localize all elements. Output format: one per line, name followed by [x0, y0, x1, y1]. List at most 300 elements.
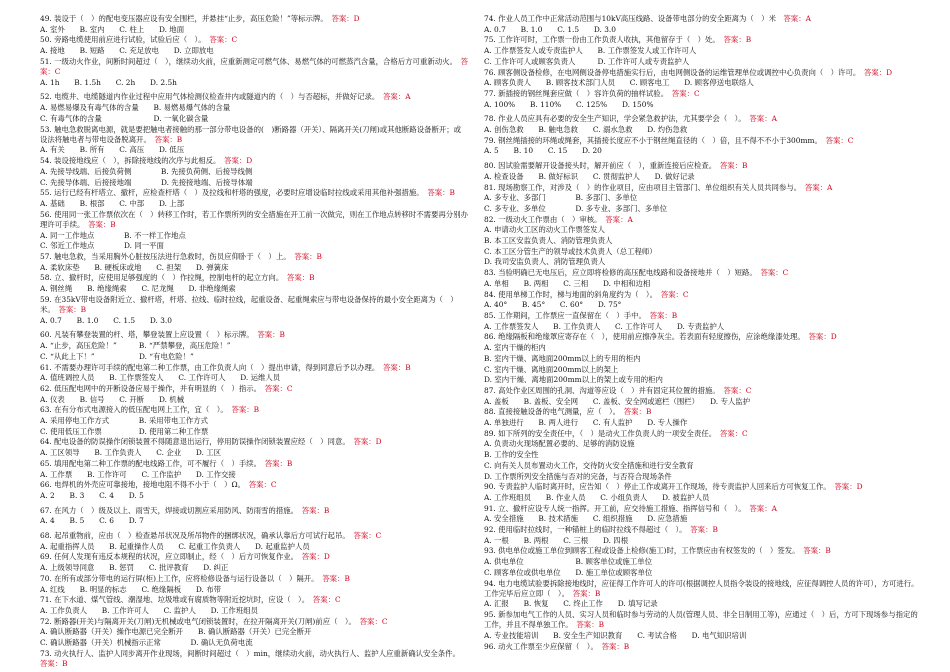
question-line [484, 247, 924, 257]
answer-label: 答案：B [322, 573, 350, 583]
question-text: 76. 顾客侧设备检修，在电网侧设备停电措施实行后，由电网侧设备的运维管理单位或调控中心负责向（ ）许可。 [484, 67, 857, 77]
question-text: 49. 装设于（ ）的配电变压器应设有安全围栏，并悬挂“止步，高压危险！”等标示牌。 [40, 14, 325, 23]
question-line [484, 375, 924, 385]
question-line [40, 231, 468, 241]
spacer-text [565, 589, 572, 598]
question-line [484, 257, 924, 267]
question-line [484, 504, 924, 514]
question-line [484, 439, 924, 449]
spacer-text [818, 136, 825, 145]
question-text: A. 2 B. 3 C. 4 D. 5 [40, 490, 144, 500]
question-line [484, 610, 924, 630]
question-text: 79. 钢丝绳插接的环绳或绳套，其插接长度应不小于钢丝绳直径的（ ）倍，且不得不不小于300mm。 [484, 135, 819, 145]
spacer-text [857, 68, 864, 77]
question-text: C. 多专业、多单位 D. 多专业、多部门、多单位 [484, 203, 668, 213]
question-text: A. 供电单位 B. 顾客单位或施工单位 [484, 557, 652, 567]
question-line [484, 46, 924, 56]
question-line [40, 145, 468, 155]
spacer-text [642, 311, 649, 320]
question-line [40, 273, 468, 283]
question-text: 58. 立、撤杆时，应使用足够强度的（ ）作拉绳，控制电杆的起立方向。 [40, 273, 280, 283]
question-line [40, 617, 468, 627]
question-line [40, 156, 468, 166]
question-line [40, 241, 468, 251]
question-text: 91. 立、撤杆应设专人统一指挥。开工前，应交待施工措施、指挥信号和（ ）。 [484, 503, 742, 513]
question-text: A. 汇报 B. 恢复 C. 终止工作 D. 填写记录 [484, 599, 658, 609]
question-line [40, 352, 468, 362]
question-line [40, 384, 468, 394]
question-text: A. 确认断路器（开关）操作电源已完全断开 B. 确认断路器（开关）已完全断开 [40, 627, 312, 637]
question-text: A. 1h B. 1.5h C. 2h D. 2.5h [40, 77, 177, 87]
question-text: C. 邻近工作地点 D. 同一平面 [40, 241, 164, 251]
question-line [484, 493, 924, 503]
question-line [484, 290, 924, 300]
answer-label: 答案：B [427, 188, 455, 198]
question-text: 85. 工作期间，工作票应一直保留在（ ）手中。 [484, 310, 643, 320]
question-text: 63. 在有分布式电源接入的低压配电网上工作，宜（ ）。 [40, 405, 225, 415]
question-text: 51. 一级动火作业，间断时间超过（ ），继续动火前，应重新测定可燃气体、易燃气体的可燃蒸汽含量，合格后方可重新动火。 [40, 56, 454, 66]
question-text: A. 100% B. 110% C. 125% D. 150% [484, 99, 654, 109]
question-text: 62. 低压配电网中的开断设备应易于操作，并有明显的（ ）指示。 [40, 383, 258, 393]
question-text: A. 上级领导同意 B. 惩罚 C. 批评教育 D. 纠正 [40, 563, 229, 573]
question-line [484, 536, 924, 546]
question-line [484, 78, 924, 88]
answer-label: 答案：C [825, 135, 854, 145]
question-text: A. 0.7 B. 1.0 C. 1.5 D. 3.0 [484, 24, 616, 34]
question-text: 59. 在35kV带电设备附近立、撤杆塔，杆塔、拉线、临时拉线，起重设备、起重绳索应与带电设备保持的最小安全距离为（ ）米。 [40, 294, 458, 314]
question-text: A. “止步，高压危险！” B. “严禁攀登，高压危险！” [40, 341, 231, 351]
question-line [40, 491, 468, 501]
question-text: A. 易燃易爆及有毒气体的含量 B. 易燃易爆气体的含量 [40, 103, 231, 113]
answer-label: 答案：A [749, 114, 777, 124]
question-line [484, 365, 924, 375]
question-text: 57. 触电急救，当采用胸外心脏按压法进行急救时，伤员应仰卧于（ ）上。 [40, 251, 287, 261]
answer-label: 答案：B [294, 251, 322, 261]
question-line [40, 373, 468, 383]
spacer-text [453, 57, 460, 66]
answer-label: 答案：B [264, 458, 293, 468]
question-text: 53. 触电急救脱离电源，就是要把触电者接触的那一部分带电设备的( )断路器（开关）、隔离开关(刀闸)或其他断路设备断开；或设法将触电者与带电设备脱离开。 [40, 124, 462, 144]
question-text: 50. 旁路电缆使用前应进行试验，试验后应（ ）。 [40, 35, 202, 45]
answer-label: 答案：B [803, 546, 831, 556]
question-line [484, 429, 924, 439]
question-line [40, 427, 468, 437]
question-text: A. 工作班组员 B. 作业人员 C. 小组负责人 D. 被监护人员 [484, 492, 710, 502]
question-text: A. 检查设备 B. 做好标识 C. 贯彻监护人 D. 做好记录 [484, 171, 695, 181]
question-text: A. 创伤急救 B. 触电急救 C. 溺水急救 D. 灼伤急救 [484, 125, 688, 135]
question-line [40, 210, 468, 230]
question-line [484, 136, 924, 146]
spacer-text [352, 617, 359, 626]
answer-label: 答案：B [286, 273, 315, 283]
answer-label: 答案：C [660, 289, 689, 299]
question-line [484, 193, 924, 203]
question-text: A. 40° B. 45° C. 60° D. 75° [484, 300, 622, 310]
question-line [40, 316, 468, 326]
question-text: 65. 填用配电第二种工作票的配电线路工作，可不履行（ ）手续。 [40, 458, 258, 468]
question-text: C. 工作许可人或顾客负责人 D. 工作许可人或专责监护人 [484, 56, 690, 66]
answer-label: 答案：B [723, 35, 752, 45]
answer-label: 答案：B [154, 134, 183, 144]
question-line [484, 579, 924, 599]
question-line [40, 649, 468, 669]
spacer-text [257, 459, 264, 468]
question-text: 60. 凡装有攀登装置的杆、塔，攀登装置上应设置（ ）标示牌。 [40, 330, 250, 340]
question-text: 86. 绝缘隔板和绝缘罩应寄存在（ ），使用前应擦净灰尘。若表面有轻度擦伤，应涂绝缘漆处理。 [484, 332, 802, 342]
answer-label: 答案：C [723, 385, 752, 395]
answer-label: 答案：B [88, 219, 116, 229]
question-text: 84. 使用单梯工作时，梯与地面的斜角度约为（ ）。 [484, 289, 654, 299]
question-text: B. 室内干燥、离地面200mm以上的专用的柜内 [484, 353, 641, 363]
question-text: D. 工作票所列安全措施与否对的完备，与否符合现场条件 [484, 471, 672, 481]
spacer-text [653, 290, 660, 299]
answer-label: 答案：B [257, 330, 285, 340]
question-line [40, 295, 468, 315]
question-line [40, 188, 468, 198]
answer-label: 答案：D [863, 67, 893, 77]
question-text: A. 工区领导 B. 工作负责人 C. 企业 D. 工区 [40, 448, 222, 458]
question-line [40, 57, 468, 77]
question-line [484, 236, 924, 246]
question-text: A. 基础 B. 根部 C. 中部 D. 上部 [40, 198, 185, 208]
question-text: A. 安全措施 B. 技术措施 C. 组织措施 D. 应急措施 [484, 514, 688, 524]
answer-label: 答案：B [719, 161, 748, 171]
answer-label: 答案：C [353, 531, 382, 541]
question-text: A. 室内干燥的柜内 [484, 343, 546, 353]
question-line [40, 606, 468, 616]
spacer-text [217, 156, 224, 165]
question-line [40, 542, 468, 552]
question-text: 75. 工作许可时，工作票一份由工作负责人收执，其他留存于（ ）处。 [484, 35, 717, 45]
question-line [484, 322, 924, 332]
question-text: 69. 任何人发现有违反本规程的状况，应立即制止，经（ ）后方可恢复作业。 [40, 552, 295, 562]
question-line [40, 92, 468, 102]
question-line [484, 215, 924, 225]
spacer-text [664, 89, 671, 98]
question-line [40, 470, 468, 480]
question-text: C. 使用低压工作票 D. 使用第二种工作票 [40, 426, 209, 436]
question-line [40, 585, 468, 595]
question-line [40, 506, 468, 516]
question-line [40, 341, 468, 351]
spacer-text [801, 332, 808, 341]
question-line [40, 405, 468, 415]
question-text: 70. 在所有或部分带电的运行屏(柜)上工作，应将检修设备与运行设备以（ ）隔开。 [40, 573, 315, 583]
question-text: A. 盖板 B. 盖板、安全网 C. 盖板、安全网或遮栏（围栏） D. 专人监护 [484, 396, 751, 406]
spacer-text [712, 429, 719, 438]
question-line [484, 482, 924, 492]
question-text: 71. 在下水道、煤气管线、潮湿地、垃圾堆或有腐质物等附近挖坑时，应设（ ）。 [40, 595, 306, 605]
question-line [484, 546, 924, 556]
question-text: 77. 新插接的钢丝绳套应做（ ）容许负荷的抽样试验。 [484, 88, 665, 98]
question-text: A. 单独进行 B. 两人进行 C. 有人监护 D. 专人操作 [484, 418, 688, 428]
spacer-text [257, 384, 264, 393]
question-line [484, 300, 924, 310]
question-text: A. 多专业、多部门 B. 多部门、多单位 [484, 193, 638, 203]
question-text: A. 柔软床垫 B. 硬板床或地 C. 担架 D. 弹簧床 [40, 262, 229, 272]
spacer-text [294, 552, 301, 561]
question-text: 56. 使用同一张工作票依次在（ ）转移工作时，若工作票所列的安全措施在开工前一次做完，则在工作地点转移时不需要再分别办理许可手续。 [40, 209, 468, 229]
question-text: 64. 配电设备的防误操作闭锁装置不得随意退出运行，停用防误操作闭锁装置应经（ ）同意。 [40, 437, 347, 447]
question-text: A. 单相 B. 两相 C. 三相 D. 中相和边相 [484, 278, 651, 288]
question-line [484, 525, 924, 535]
question-line [40, 552, 468, 562]
question-line [40, 448, 468, 458]
question-text: A. 接地 B. 短路 C. 充足放电 D. 立即放电 [40, 46, 214, 56]
question-text: 74. 作业人员工作中正常活动范围与10kV高压线路、设备带电部分的安全距离为（ ）米 [484, 14, 776, 23]
question-text: C. 本工区分管生产的领导或技术负责人（总工程师） [484, 246, 657, 256]
answer-label: 答案：C [359, 616, 388, 626]
answer-label: 答案：C [760, 268, 789, 278]
question-line [484, 268, 924, 278]
question-line [484, 386, 924, 396]
answer-label: 答案：C [719, 428, 748, 438]
question-line [40, 25, 468, 35]
question-line [40, 416, 468, 426]
spacer-text [753, 268, 760, 277]
answer-label: 答案：B [58, 304, 87, 314]
right-column [484, 14, 924, 652]
answer-label: 答案：B [301, 505, 330, 515]
question-text: A. 一根 B. 两根 C. 三根 D. 四根 [484, 535, 629, 545]
question-text: A. 同一工作地点 B. 不一样工作地点 [40, 230, 186, 240]
question-line [40, 459, 468, 469]
question-text: C. 有毒气体的含量 D. 一氧化碳含量 [40, 113, 209, 123]
spacer-text [81, 220, 88, 229]
question-text: 93. 供电单位或施工单位到顾客工程或设备上检修(施工)时，工作票应由有权签发的（ ）签发。 [484, 546, 796, 556]
answer-label: 答案：A [783, 14, 811, 23]
spacer-text [456, 649, 463, 658]
spacer-text [716, 35, 723, 44]
question-line [484, 14, 924, 24]
answer-label: 答案：C [248, 480, 277, 490]
question-text: 94. 电力电缆试验要拆除接地线时，应征得工作许可人的许可(根据调控人员指令装设的接地线，应征得调控人员的许可），方可进行。工作完毕后应立即（ ）。 [484, 578, 919, 598]
question-line [40, 284, 468, 294]
question-line [484, 311, 924, 321]
question-line [484, 57, 924, 67]
question-text: C. 顾客单位或供电单位 D. 施工单位或顾客单位 [484, 567, 653, 577]
answer-label: 答案：D [331, 14, 360, 23]
question-line [484, 68, 924, 78]
question-line [484, 225, 924, 235]
question-line [484, 450, 924, 460]
question-text: 83. 当验明确已无电压后，应立即将检修的高压配电线路和设备接地并（ ）短路。 [484, 268, 754, 278]
answer-label: 答案：C [264, 383, 293, 393]
question-text: A. 红线 B. 明显的标志 C. 绝缘隔板 D. 布带 [40, 584, 222, 594]
question-text: C. 向有关人员布置动火工作，交待防火安全措施和进行安全教育 [484, 460, 694, 470]
question-line [40, 395, 468, 405]
question-text: 82. 一级动火工作票由（ ）审核。 [484, 214, 598, 224]
question-line [40, 437, 468, 447]
spacer-text [224, 405, 231, 414]
answer-label: 答案：D [301, 552, 330, 562]
question-text: D. 我司安监负责人、消防管理负责人 [484, 257, 606, 267]
question-line [40, 627, 468, 637]
answer-label: 答案：B [690, 525, 718, 535]
question-text: A. 值班调控人员 B. 工作票签发人 C. 工作许可人 D. 运维人员 [40, 373, 281, 383]
answer-label: 答案：B [576, 620, 605, 630]
question-line [484, 35, 924, 45]
question-text: A. 起重指挥人员 B. 起重操作人员 C. 起重工作负责人 D. 起重监护人员 [40, 541, 310, 551]
question-line [40, 363, 468, 373]
question-text: A. 采用停电工作方式 B. 采用带电工作方式 [40, 416, 208, 426]
question-line [484, 631, 924, 641]
question-line [484, 279, 924, 289]
question-line [40, 125, 468, 145]
question-text: A. 钢丝绳 B. 绝缘绳索 C. 尼龙绳 D. 非绝缘绳索 [40, 284, 236, 294]
answer-label: 答案：C [312, 595, 341, 605]
question-text: 68. 起吊重物前，应由（ ）检查悬吊状况及所吊物件的捆绑状况，确承认靠后方可试行起吊。 [40, 531, 347, 541]
question-line [40, 35, 468, 45]
question-line [40, 574, 468, 584]
spacer-text [376, 363, 383, 372]
question-text: A. 仪表 B. 信号 C. 开断 D. 机械 [40, 394, 185, 404]
answer-label: 答案：D [834, 482, 863, 492]
answer-label: 答案：B [649, 310, 678, 320]
answer-label: 答案：B [601, 641, 630, 651]
question-text: 66. 电焊机的外壳应可靠接地，接地电阻不得不小于（ ）Ω。 [40, 480, 242, 490]
question-text: 89. 如下所列的安全责任中，（ ）是动火工作负责人的一项安全责任。 [484, 428, 713, 438]
question-line [484, 568, 924, 578]
spacer-text [280, 273, 287, 282]
spacer-text [716, 386, 723, 395]
spacer-text [376, 92, 383, 101]
question-line [484, 557, 924, 567]
answer-label: 答案：B [40, 658, 68, 668]
question-line [484, 642, 924, 652]
question-line [484, 25, 924, 35]
spacer-text [797, 183, 804, 192]
question-text: 96. 动火工作票至少应保留（ ）。 [484, 641, 595, 651]
question-text: B. 工作的安全性 [484, 450, 539, 460]
question-line [484, 472, 924, 482]
question-line [40, 516, 468, 526]
question-line [484, 599, 924, 609]
question-line [40, 252, 468, 262]
answer-label: 答案：A [605, 214, 633, 224]
spacer-text [294, 506, 301, 515]
question-text: 95. 新参加电气工作的人员、实习人员和临时参与劳动的人员(管理人员、非全日制用工等)，应通过（ ）后，方可下现场参与指定的工作，并且不得单独工作。 [484, 610, 918, 630]
question-line [40, 480, 468, 490]
answer-label: 答案：C [209, 35, 238, 45]
question-text: B. 本工区安监负责人、消防管理负责人 [484, 236, 613, 246]
question-line [484, 204, 924, 214]
question-text: D. 室内干燥、离地面200mm以上的架上或专用的柜内 [484, 375, 663, 385]
question-line [484, 397, 924, 407]
question-line [484, 100, 924, 110]
question-text: A. 工作票签发人 B. 工作负责人 C. 工作许可人 D. 专责监护人 [484, 321, 725, 331]
answer-label: 答案：C [40, 56, 469, 77]
question-text: A. 有关 B. 所有 C. 高压 D. 低压 [40, 145, 185, 155]
answer-label: 答案：A [383, 92, 411, 102]
answer-label: 答案：D [353, 437, 382, 447]
question-line [484, 418, 924, 428]
answer-label: 答案：B [572, 588, 601, 598]
question-text: 67. 在风力（ ）级及以上、雨雪天，焊接或切割应采用防风、防雨雪的措施。 [40, 505, 295, 515]
question-line [40, 178, 468, 188]
spacer-text [241, 480, 248, 489]
question-text: A. 工作票签发人或专责监护人 B. 工作票签发人或工作许可人 [484, 46, 697, 56]
question-text: C. 室内干燥、离地面200mm以上的架上 [484, 364, 619, 374]
question-line [484, 172, 924, 182]
question-line [40, 114, 468, 124]
question-text: 54. 装设接地线应（ ），拆除接地线的次序与此相反。 [40, 156, 217, 166]
question-line [484, 125, 924, 135]
spacer-text [616, 407, 623, 416]
question-line [40, 14, 468, 24]
spacer-text [594, 642, 601, 651]
question-line [484, 514, 924, 524]
question-line [484, 332, 924, 342]
question-line [40, 78, 468, 88]
question-line [484, 89, 924, 99]
question-text: 92. 使用临时拉线时，一种锚桩上的临时拉线不得超过（ ）。 [484, 525, 683, 535]
answer-label: 答案：A [749, 503, 777, 513]
question-text: 73. 动火执行人、监护人同步离开作业现场，间断时间超过（ ）min，继续动火前，动火执行人、监护人应重新确认安全条件。 [40, 648, 457, 658]
question-text: A. 5 B. 10 C. 15 D. 20 [484, 146, 602, 156]
question-text: A. 工作负责人 B. 工作许可人 C. 监护人 D. 工作班组员 [40, 605, 258, 615]
question-text: A. 室外 B. 室内 C. 柱上 D. 地面 [40, 24, 185, 34]
question-text: 88. 直接接触设备的电气测量，应（ ）。 [484, 407, 617, 417]
question-text: A. 顾客负责人 B. 顾客技术部门人员 C. 顾客电工 D. 顾客停送电联络人 [484, 78, 754, 88]
answer-label: 答案：C [671, 88, 700, 98]
question-line [40, 595, 468, 605]
question-text: 80. 因试验需要解开设备接头时，解开前应（ ），重新连接后应检查。 [484, 161, 713, 171]
question-text: 52. 电缆井、电缆隧道内作业过程中应用气体检测仪检查井内或隧道内的（ ）与否超标，并做好记录。 [40, 92, 376, 102]
question-text: C. “从此上下！” D. “有电危险！” [40, 351, 194, 361]
spacer-text [147, 135, 154, 144]
question-text: A. 专业技能培训 B. 安全生产知识教育 C. 考试合格 D. 电气知识培训 [484, 631, 747, 641]
spacer-text [712, 161, 719, 170]
answer-label: 答案：A [804, 182, 833, 192]
spacer-text [305, 595, 312, 604]
question-text: C. 确认断路器（开关）机械指示正常 D. 确认无负荷电流 [40, 638, 253, 648]
spacer-text [51, 305, 58, 314]
answer-label: 答案：B [383, 362, 411, 372]
question-text: C. 先接导体端、后接接地端 D. 先接接地端、后接导体端 [40, 177, 253, 187]
question-text: 90. 专责监护人临时离开时，应告知（ ）停止工作或离开工作现场，待专责监护人回来后方可恢复工作。 [484, 482, 827, 492]
question-text: 87. 高处作业区周围的孔洞、沟道等应设（ ）并有固定其位置的措施。 [484, 385, 717, 395]
question-line [40, 330, 468, 340]
question-line [40, 103, 468, 113]
question-line [40, 563, 468, 573]
question-line [484, 343, 924, 353]
question-text: A. 负责动火现场配置必要的、足够的消防设施 [484, 439, 635, 449]
question-line [484, 161, 924, 171]
question-line [484, 354, 924, 364]
question-text: A. 申请动火工区的动火工作票签发人 [484, 225, 605, 235]
question-line [484, 114, 924, 124]
question-text: 81. 现场勘察工作，对涉及（ ）的作业项目，应由项目主管部门、单位组织有关人员共同参与。 [484, 182, 798, 192]
question-line [40, 531, 468, 541]
question-text: A. 工作票 B. 工作许可 C. 工作监护 D. 工作交接 [40, 469, 236, 479]
question-line [40, 167, 468, 177]
question-line [484, 146, 924, 156]
question-line [40, 199, 468, 209]
question-text: 72. 断路器(开关)与隔离开关(刀闸)无机械或电气闭锁装置时，在拉开隔离开关(刀闸)前应（ ）。 [40, 616, 353, 626]
question-text: 78. 作业人员应具有必要的安全生产知识，学会紧急救护法，尤其要学会（ ）。 [484, 114, 742, 124]
answer-label: 答案：D [808, 332, 837, 342]
question-text: A. 先接导线端、后接负荷侧 B. 先接负荷侧、后接导线侧 [40, 166, 253, 176]
question-text: A. 0.7 B. 1.0 C. 1.5 D. 3.0 [40, 315, 172, 325]
question-text: A. 4 B. 5 C. 6 D. 7 [40, 516, 144, 526]
question-line [484, 461, 924, 471]
question-line [40, 46, 468, 56]
answer-label: 答案：D [224, 156, 253, 166]
question-line [40, 638, 468, 648]
question-line [40, 263, 468, 273]
question-line [484, 407, 924, 417]
